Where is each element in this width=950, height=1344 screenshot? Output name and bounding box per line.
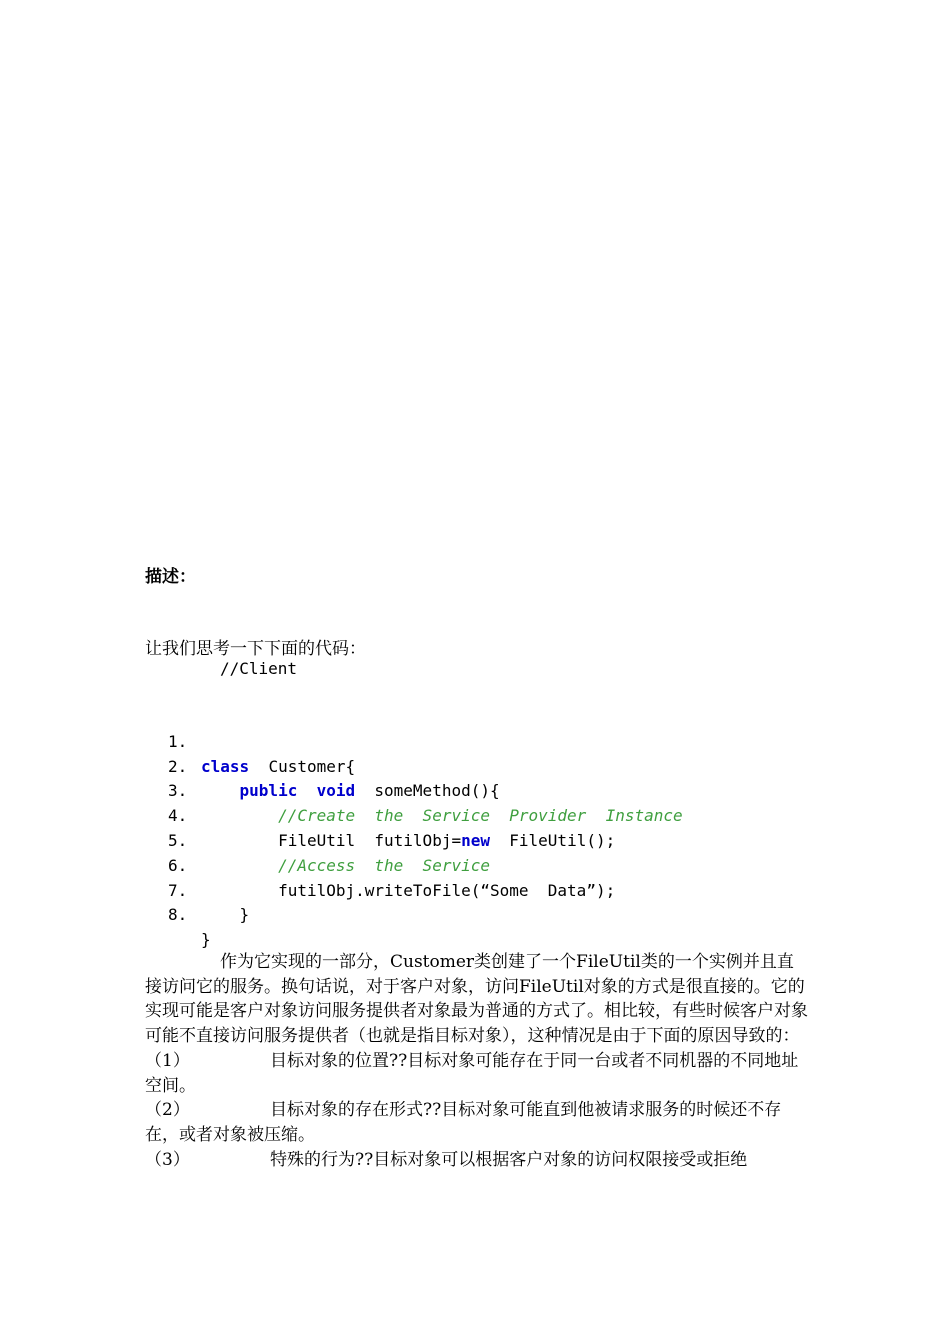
code-text: } [239, 905, 250, 925]
keyword: new [461, 830, 490, 850]
line-number: 7. [168, 880, 188, 900]
list-label: （1） [145, 1050, 190, 1071]
section-heading: 描述： [145, 567, 196, 587]
line-number: 5. [168, 830, 188, 850]
line-number: 8. [168, 905, 188, 925]
code-text: FileUtil futilObj= [278, 830, 462, 850]
list-text: 特殊的行为??目标对象可以根据客户对象的访问权限接受或拒绝 [270, 1149, 748, 1170]
list-item [145, 1098, 810, 1147]
list-label: （2） [145, 1100, 190, 1121]
paragraph [145, 950, 810, 1049]
code-comment: //Access the Service [278, 855, 490, 875]
code-text: futilObj.writeToFile(“Some Data”); [278, 880, 616, 900]
code-line-1 [150, 705, 356, 776]
line-number: 1. [168, 731, 188, 751]
list-text: 目标对象的位置??目标对象可能存在于同一台或者不同机器的不同地址空间。 [145, 1050, 799, 1096]
line-number: 3. [168, 781, 188, 801]
code-text: FileUtil(); [490, 830, 616, 850]
list-item [145, 1049, 810, 1098]
intro-text: 让我们思考一下下面的代码： [145, 639, 366, 659]
code-comment: //Create the Service Provider Instance [278, 806, 683, 826]
body-text [145, 950, 810, 1172]
line-number: 4. [168, 806, 188, 826]
list-label: （3） [145, 1149, 190, 1170]
code-line-7 [150, 854, 250, 925]
code-text: someMethod(){ [355, 781, 500, 801]
list-text: 目标对象的存在形式??目标对象可能直到他被请求服务的时候还不存在，或者对象被压缩。 [145, 1100, 782, 1145]
paragraph-text: 作为它实现的一部分，Customer类创建了一个FileUtil类的一个实例并且直接访问它的服务。换句话说，对于客户对象，访问FileUtil对象的方式是很直接的。它的实现可能是客户对象访问服务提供者对象最为普通的方式了。相比较，有些时候客户对象可能不直接访问服务提供者（也就是指目标对象），这种情况是由于下面的原因导致的： [145, 952, 808, 1047]
list-item [145, 1148, 810, 1173]
code-listing [150, 705, 683, 950]
code-text: Customer{ [249, 756, 356, 776]
keyword: class [201, 756, 250, 776]
keyword: public [239, 781, 298, 801]
code-line-8 [150, 879, 211, 950]
client-comment: //Client [220, 659, 298, 678]
line-number: 2. [168, 756, 188, 776]
line-number: 6. [168, 855, 188, 875]
code-text: } [201, 930, 211, 950]
keyword: void [316, 781, 356, 801]
